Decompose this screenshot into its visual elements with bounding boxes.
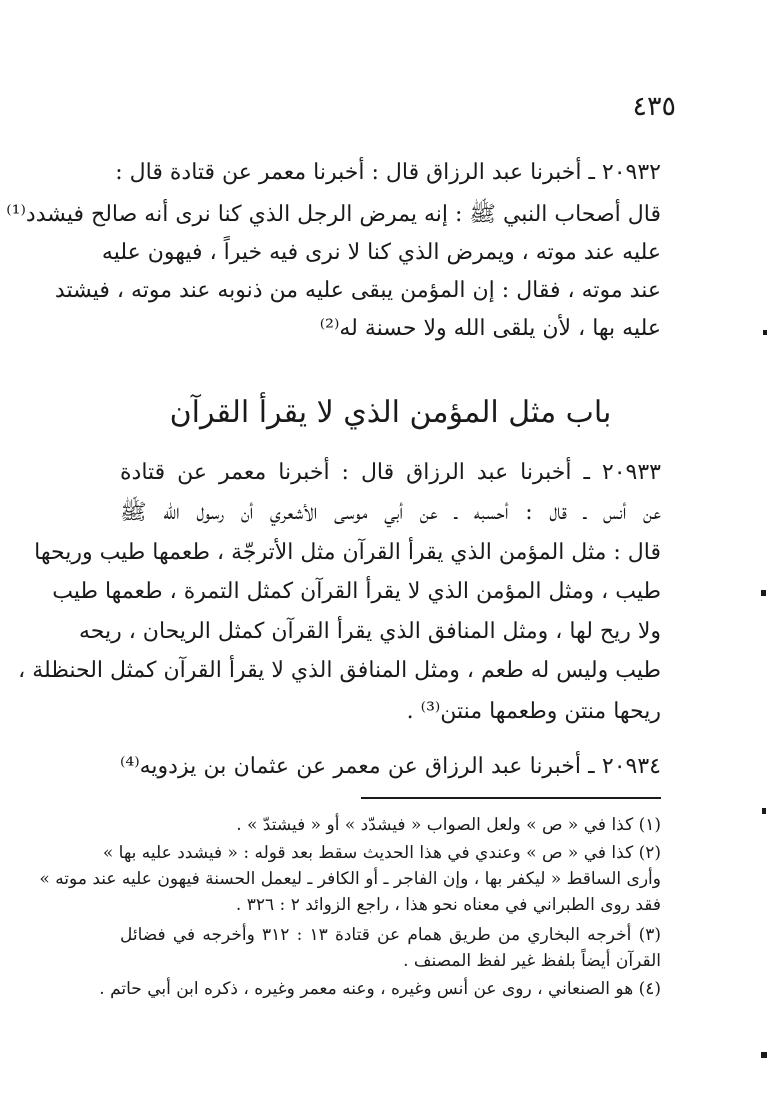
scan-speck: [761, 590, 766, 596]
hadith-20933-line-5: ولا ريح لها ، ومثل المنافق الذي يقرأ القرآن كمثل الريحان ، ريحه: [78, 619, 661, 644]
scan-speck: [762, 808, 766, 814]
hadith-20933-line-3: قال : مثل المؤمن الذي يقرأ القرآن مثل الأترجّة ، طعمها طيب وريحها: [34, 540, 661, 565]
hadith-20932-line-1: ٢٠٩٣٢ ـ أخبرنا عبد الرزاق قال : أخبرنا معمر عن قتادة قال :: [115, 160, 661, 185]
footnote-separator: [361, 797, 661, 799]
hadith-20933-line-6: طيب وليس له طعم ، ومثل المنافق الذي لا يقرأ القرآن كمثل الحنظلة ،: [18, 658, 661, 683]
hadith-20932-line-5: عليه بها ، لأن يلقى الله ولا حسنة له⁽²⁾: [319, 316, 661, 341]
scan-speck: [761, 1052, 767, 1058]
footnote-3-line-2: القرآن أيضاً بلفظ غير لفظ المصنف .: [403, 951, 661, 971]
hadith-20933-line-7: ريحها منتن وطعمها منتن⁽³⁾ .: [406, 699, 661, 724]
hadith-20933-line-1: ٢٠٩٣٣ ـ أخبرنا عبد الرزاق قال : أخبرنا معمر عن قتادة: [120, 460, 661, 485]
hadith-20933-line-2: عن أنس ـ قال : أحسبه ـ عن أبي موسى الأشعري أن رسول الله ﷺ: [120, 500, 661, 525]
footnote-2-line-3: فقد روى الطبراني في معناه نحو هذا ، راجع الزوائد ٢ : ٣٢٦ .: [235, 895, 661, 915]
footnote-1: (١) كذا في « ص » ولعل الصواب « فيشدّد » أو « فيشتدّ » .: [236, 815, 661, 835]
hadith-20932-line-3: عليه عند موته ، ويمرض الذي كنا لا نرى فيه خيراً ، فيهون عليه: [101, 240, 661, 265]
hadith-20933-line-4: طيب ، ومثل المؤمن الذي لا يقرأ القرآن كمثل التمرة ، طعمها طيب: [52, 579, 661, 604]
chapter-heading: باب مثل المؤمن الذي لا يقرأ القرآن: [169, 395, 612, 430]
footnote-2-line-2: وأرى الساقط « ليكفر بها ، وإن الفاجر ـ أو الكافر ـ ليعمل الحسنة فيهون عليه عند موته »: [39, 869, 661, 889]
footnote-3-line-1: (٣) أخرجه البخاري من طريق همام عن قتادة ١٣ : ٣١٢ وأخرجه في فضائل: [120, 925, 661, 945]
hadith-20932-line-4: عند موته ، فقال : إن المؤمن يبقى عليه من ذنوبه عند موته ، فيشتد: [54, 278, 661, 303]
page-number: ٤٣٥: [632, 91, 676, 122]
footnote-2-line-1: (٢) كذا في « ص » وعندي في هذا الحديث سقط بعد قوله : « فيشدد عليه بها »: [102, 843, 661, 863]
footnote-4: (٤) هو الصنعاني ، روى عن أنس وغيره ، وعنه معمر وغيره ، ذكره ابن أبي حاتم .: [99, 979, 661, 999]
hadith-20932-line-2: قال أصحاب النبي ﷺ : إنه يمرض الرجل الذي كنا نرى أنه صالح فيشدد⁽¹⁾: [6, 202, 661, 227]
scan-speck: [763, 330, 767, 335]
hadith-20934-line-1: ٢٠٩٣٤ ـ أخبرنا عبد الرزاق عن معمر عن عثمان بن يزدويه⁽⁴⁾: [120, 754, 661, 779]
